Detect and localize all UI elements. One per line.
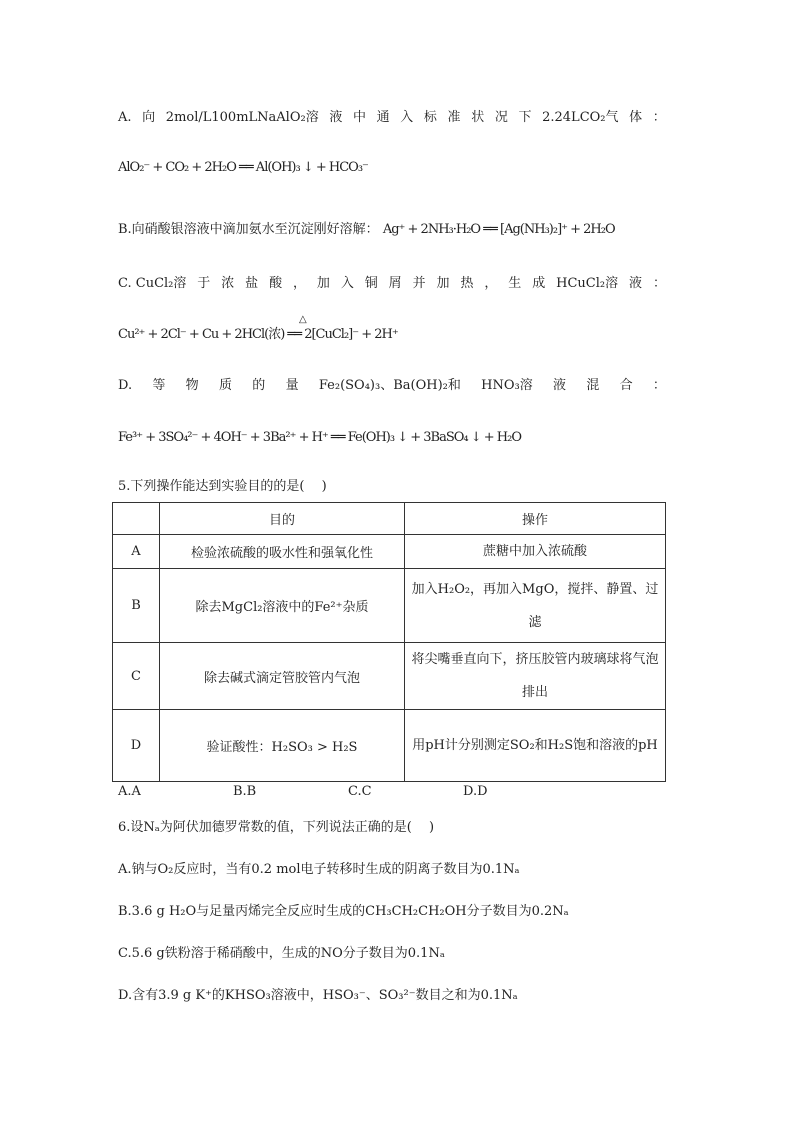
table-row <box>113 569 666 643</box>
operation-cell: 蔗糖中加入浓硫酸 <box>405 535 666 569</box>
table-row <box>113 643 666 710</box>
option-label: A. <box>118 110 132 125</box>
q6-option-b[interactable]: B.3.6 g H₂O与足量丙烯完全反应时生成的CH₃CH₂CH₂OH分子数目为0.2Nₐ <box>118 904 569 919</box>
table-row <box>113 535 666 569</box>
purpose-cell: 检验浓硫酸的吸水性和强氧化性 <box>160 535 405 569</box>
q4-option-a-line: A. 向 2mol/L100mLNaAlO₂溶 液 中 通 入 标 准 状 况 下 2.24LCO₂气 体 ： <box>118 108 666 128</box>
q4-option-b-line <box>118 220 615 240</box>
row-label: C <box>113 643 160 710</box>
q6-option-a[interactable]: A.钠与O₂反应时，当有0.2 mol电子转移时生成的阴离子数目为0.1Nₐ <box>118 862 520 877</box>
q4-option-c-equation: Cu²⁺ + 2Cl⁻ + Cu + 2HCl(浓) ══ 2[CuCl₂]⁻ + 2H⁺ <box>118 327 398 342</box>
purpose-cell: 除去碱式滴定管胶管内气泡 <box>160 643 405 710</box>
answer-option-c[interactable]: C.C <box>348 784 372 799</box>
q4-option-d-equation: Fe³⁺ + 3SO₄²⁻ + 4OH⁻ + 3Ba²⁺ + H⁺ ══ Fe(OH)₃ ↓ + 3BaSO₄ ↓ + H₂O <box>118 430 521 445</box>
q4-option-a-equation: AlO₂⁻ + CO₂ + 2H₂O ══ Al(OH)₃ ↓ + HCO₃⁻ <box>118 160 368 175</box>
row-label: A <box>113 535 160 569</box>
table-row <box>113 710 666 782</box>
q5-question: 5.下列操作能达到实验目的的是( ) <box>118 479 327 494</box>
heating-condition-icon: △ <box>299 314 307 325</box>
header-cell <box>113 503 160 535</box>
answer-option-b[interactable]: B.B <box>233 784 257 799</box>
answer-option-a[interactable]: A.A <box>118 784 141 799</box>
q5-options <box>118 784 578 799</box>
q6-option-d[interactable]: D.含有3.9 g K⁺的KHSO₃溶液中，HSO₃⁻、SO₃²⁻数目之和为0.1Nₐ <box>118 988 518 1003</box>
experiment-table <box>112 502 666 782</box>
option-text: B.向硝酸银溶液中滴加氨水至沉淀刚好溶解： <box>118 222 379 237</box>
operation-cell: 加入H₂O₂，再加入MgO，搅拌、静置、过滤 <box>405 569 666 643</box>
row-label: D <box>113 710 160 782</box>
header-cell: 操作 <box>405 503 666 535</box>
header-cell: 目的 <box>160 503 405 535</box>
operation-cell: 用pH计分别测定SO₂和H₂S饱和溶液的pH <box>405 710 666 782</box>
purpose-cell: 除去MgCl₂溶液中的Fe²⁺杂质 <box>160 569 405 643</box>
q4-option-c-line: C. CuCl₂溶 于 浓 盐 酸 ， 加 入 铜 屑 并 加 热 ， 生 成 HCuCl₂溶 液 ： <box>118 276 666 291</box>
table-header-row <box>113 503 666 535</box>
option-equation: Ag⁺ + 2NH₃·H₂O ══ [Ag(NH₃)₂]⁺ + 2H₂O <box>382 222 615 237</box>
q4-option-d-line: D. 等 物 质 的 量 Fe₂(SO₄)₃、Ba(OH)₂和 HNO₃溶 液 混 合 ： <box>118 378 666 393</box>
operation-cell: 将尖嘴垂直向下，挤压胶管内玻璃球将气泡排出 <box>405 643 666 710</box>
row-label: B <box>113 569 160 643</box>
purpose-cell: 验证酸性：H₂SO₃ > H₂S <box>160 710 405 782</box>
q6-question: 6.设Nₐ为阿伏加德罗常数的值，下列说法正确的是( ) <box>118 820 435 835</box>
q6-option-c[interactable]: C.5.6 g铁粉溶于稀硝酸中，生成的NO分子数目为0.1Nₐ <box>118 946 445 961</box>
answer-option-d[interactable]: D.D <box>463 784 488 799</box>
